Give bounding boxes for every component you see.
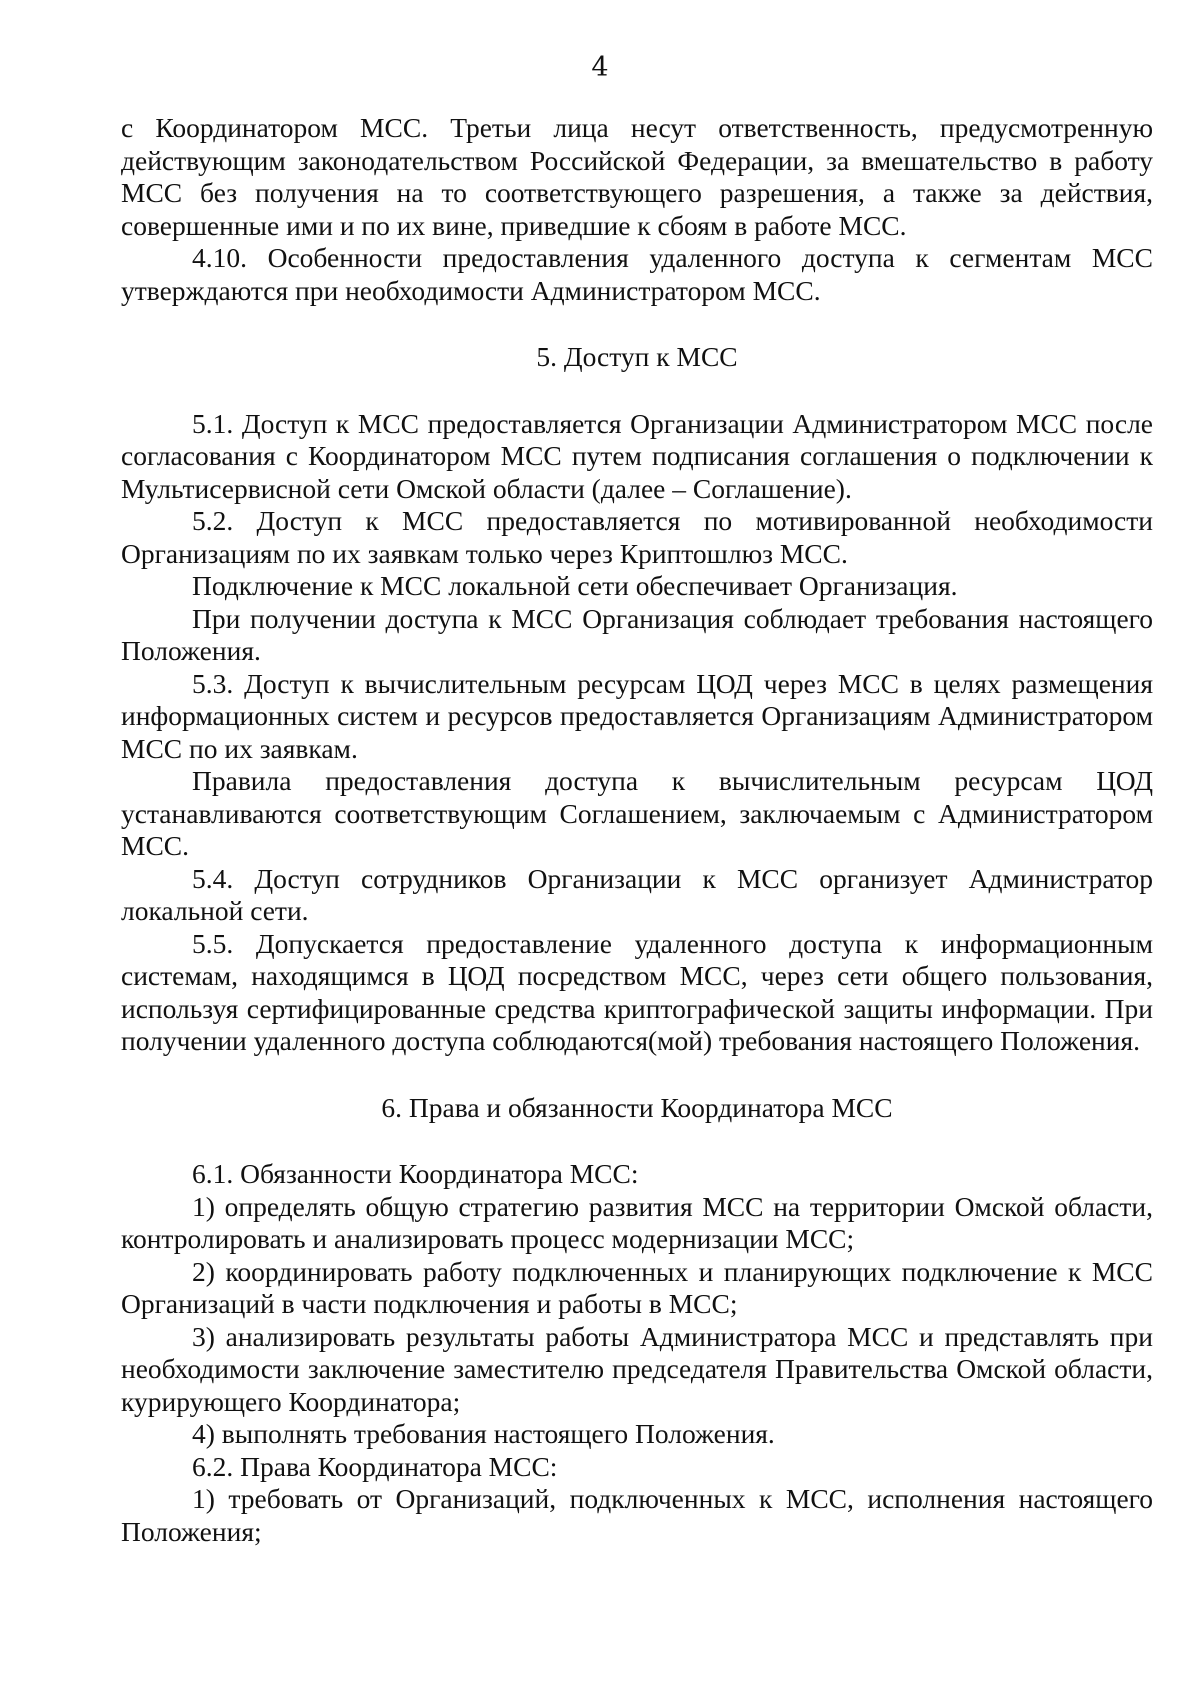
- list-item: 1) определять общую стратегию развития МСС на территории Омской области, контролировать и анализировать процесс модернизации МСС;: [121, 1190, 1153, 1254]
- paragraph: с Координатором МСС. Третьи лица несут ответственность, предусмотренную действующим законодательством Российской Федерации, за вмешательство в работу МСС без получения на то соответствующего разрешения, а также за действия, совершенные ими и по их вине, приведшие к сбоям в работе МСС.: [121, 112, 1153, 241]
- page-number: 4: [591, 52, 609, 83]
- paragraph-5-5: 5.5. Допускается предоставление удаленного доступа к информационным системам, находящимся в ЦОД посредством МСС, через сети общего пользования, используя сертифицированные средства криптографической защиты информации. При получении удаленного доступа соблюдаются(мой) требования настоящего Положения.: [121, 927, 1153, 1056]
- list-item: 1) требовать от Организаций, подключенных к МСС, исполнения настоящего Положения;: [121, 1483, 1153, 1547]
- paragraph-5-2: 5.2. Доступ к МСС предоставляется по мотивированной необходимости Организациям по их заявкам только через Криптошлюз МСС.: [121, 505, 1153, 569]
- paragraph-5-4: 5.4. Доступ сотрудников Организации к МСС организует Администратор локальной сети.: [121, 862, 1153, 926]
- document-body: [121, 112, 1153, 1548]
- paragraph-6-1: 6.1. Обязанности Координатора МСС:: [192, 1158, 639, 1189]
- list-item: 4) выполнять требования настоящего Положения.: [192, 1418, 775, 1449]
- section-heading-6: 6. Права и обязанности Координатора МСС: [381, 1091, 893, 1123]
- paragraph: При получении доступа к МСС Организация соблюдает требования настоящего Положения.: [121, 602, 1153, 666]
- paragraph: Подключение к МСС локальной сети обеспечивает Организация.: [192, 570, 958, 601]
- list-item: 3) анализировать результаты работы Администратора МСС и представлять при необходимости заключение заместителю председателя Правительства Омской области, курирующего Координатора;: [121, 1320, 1153, 1417]
- paragraph-6-2: 6.2. Права Координатора МСС:: [192, 1450, 558, 1482]
- paragraph: Правила предоставления доступа к вычислительным ресурсам ЦОД устанавливаются соответствующим Соглашением, заключаемым с Администратором МСС.: [121, 765, 1153, 861]
- paragraph-5-1: 5.1. Доступ к МСС предоставляется Организации Администратором МСС после согласования с Координатором МСС путем подписания соглашения о подключении к Мультисервисной сети Омской области (далее – Соглашение).: [121, 407, 1153, 504]
- paragraph-4-10: 4.10. Особенности предоставления удаленного доступа к сегментам МСС утверждаются при необходимости Администратором МСС.: [121, 242, 1153, 306]
- paragraph-5-3: 5.3. Доступ к вычислительным ресурсам ЦОД через МСС в целях размещения информационных систем и ресурсов предоставляется Организациям Администратором МСС по их заявкам.: [121, 667, 1153, 764]
- list-item: 2) координировать работу подключенных и планирующих подключение к МСС Организаций в части подключения и работы в МСС;: [121, 1255, 1153, 1319]
- section-heading-5: 5. Доступ к МСС: [536, 341, 738, 372]
